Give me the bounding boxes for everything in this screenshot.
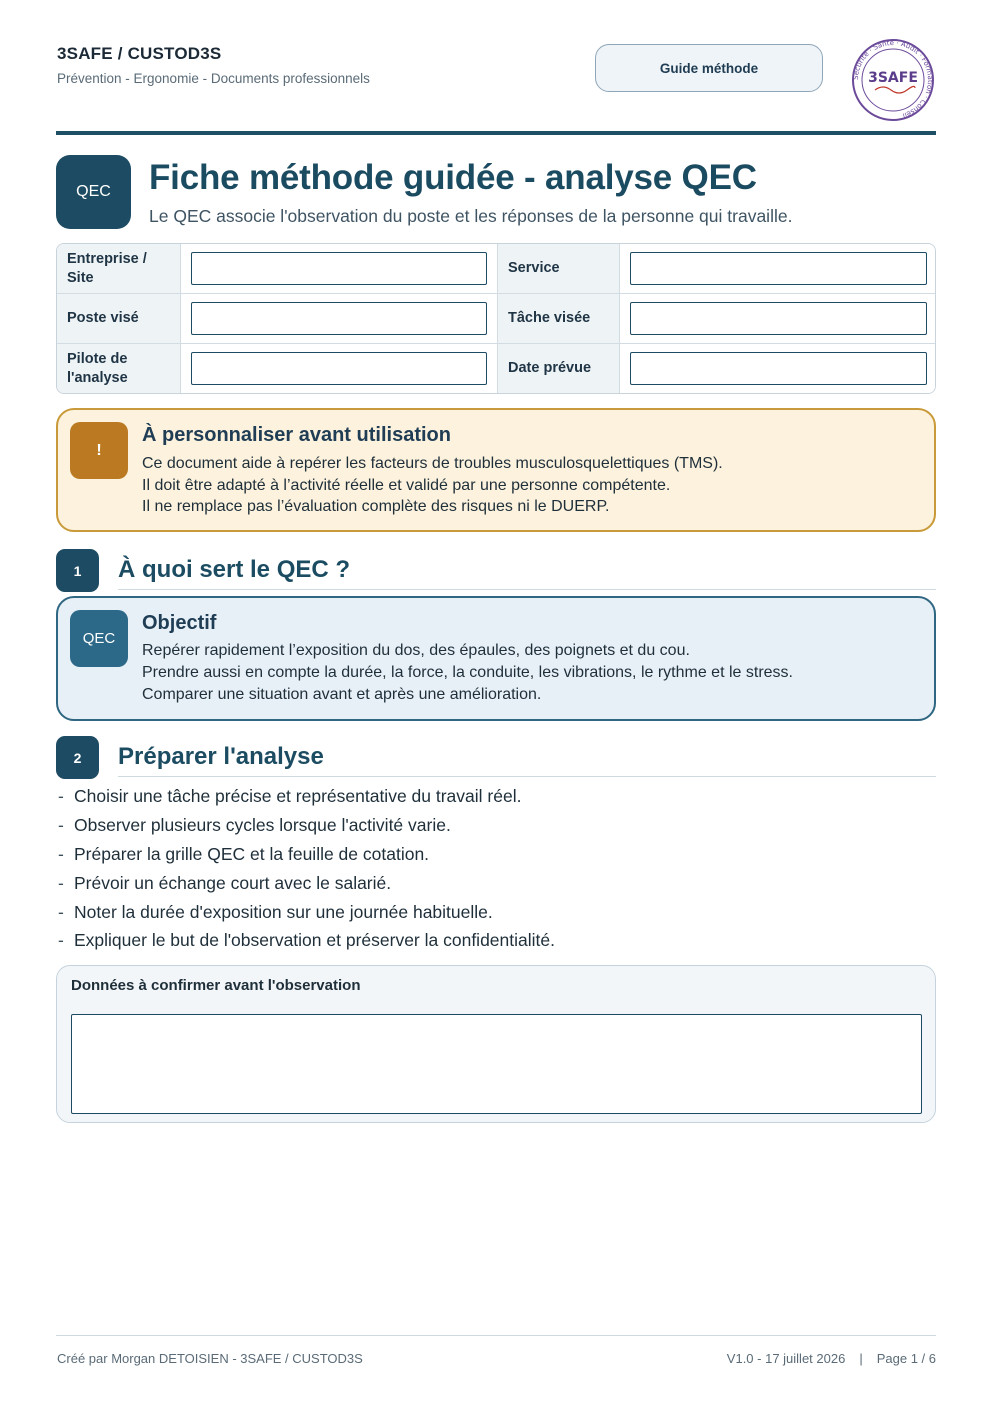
pilot-field-cell	[181, 344, 498, 393]
company-label: Entreprise / Site	[57, 244, 181, 294]
list-item-text: Choisir une tâche précise et représentative du travail réel.	[74, 786, 522, 806]
objective-line: Repérer rapidement l’exposition du dos, des épaules, des poignets et du cou.	[142, 642, 690, 659]
section-1-title: À quoi sert le QEC ?	[118, 556, 351, 583]
company-field-cell	[181, 244, 498, 294]
page-subtitle: Le QEC associe l'observation du poste et les réponses de la personne qui travaille.	[149, 206, 793, 226]
section-2-divider	[118, 776, 936, 777]
post-field[interactable]	[191, 302, 487, 335]
list-item: - Choisir une tâche précise et représentative du travail réel.	[58, 786, 522, 806]
pilot-field[interactable]	[191, 352, 487, 385]
task-field-cell	[620, 294, 936, 344]
objective-line: Prendre aussi en compte la durée, la force, la conduite, les vibrations, le rythme et le stress.	[142, 664, 793, 681]
list-item: - Prévoir un échange court avec le salarié.	[58, 873, 392, 893]
service-field[interactable]	[630, 252, 927, 285]
warning-title: À personnaliser avant utilisation	[142, 424, 451, 446]
section-2-title: Préparer l'analyse	[118, 743, 324, 770]
list-item: - Préparer la grille QEC et la feuille de cotation.	[58, 844, 430, 864]
list-item-text: Prévoir un échange court avec le salarié.	[74, 873, 392, 893]
pilot-label: Pilote de l'analyse	[57, 344, 181, 393]
post-label: Poste visé	[57, 294, 181, 344]
company-field[interactable]	[191, 252, 487, 285]
date-field[interactable]	[630, 352, 927, 385]
data-confirm-title: Données à confirmer avant l'observation	[71, 977, 361, 994]
info-table	[56, 243, 936, 394]
warning-icon: !	[70, 422, 128, 479]
warning-line: Ce document aide à repérer les facteurs de troubles musculosquelettiques (TMS).	[142, 455, 723, 472]
footer-separator: |	[859, 1351, 863, 1366]
list-item: - Noter la durée d'exposition sur une journée habituelle.	[58, 902, 493, 922]
date-label: Date prévue	[498, 344, 620, 393]
objective-title: Objectif	[142, 612, 217, 634]
service-label: Service	[498, 244, 620, 294]
guide-label: Guide méthode	[595, 44, 823, 92]
brand-subtitle: Prévention - Ergonomie - Documents professionnels	[57, 71, 370, 86]
objective-icon: QEC	[70, 610, 128, 667]
section-2-number: 2	[56, 736, 99, 779]
task-label: Tâche visée	[498, 294, 620, 344]
logo-text: 3SAFE	[868, 70, 918, 86]
logo-ring-text: Sécurité · Santé · Audit · Formation · Conseil	[851, 38, 935, 120]
brand-logo	[849, 38, 937, 122]
warning-line: Il ne remplace pas l’évaluation complète des risques ni le DUERP.	[142, 498, 610, 515]
data-confirm-field[interactable]	[71, 1014, 922, 1114]
section-1-divider	[118, 589, 936, 590]
footer-meta	[727, 1351, 936, 1366]
list-item: - Observer plusieurs cycles lorsque l'activité varie.	[58, 815, 451, 835]
post-field-cell	[181, 294, 498, 344]
list-item-text: Observer plusieurs cycles lorsque l'activité varie.	[74, 815, 451, 835]
task-field[interactable]	[630, 302, 927, 335]
section-1-number: 1	[56, 549, 99, 592]
list-item-text: Préparer la grille QEC et la feuille de cotation.	[74, 844, 430, 864]
header-divider	[56, 131, 936, 135]
list-item-text: Noter la durée d'exposition sur une journée habituelle.	[74, 902, 493, 922]
footer-page: Page 1 / 6	[876, 1351, 936, 1366]
date-field-cell	[620, 344, 936, 393]
service-field-cell	[620, 244, 936, 294]
footer-divider	[56, 1335, 936, 1336]
footer-credit: Créé par Morgan DETOISIEN - 3SAFE / CUSTOD3S	[57, 1351, 363, 1366]
list-item-text: Expliquer le but de l'observation et préserver la confidentialité.	[74, 930, 555, 950]
list-item: - Expliquer le but de l'observation et préserver la confidentialité.	[58, 930, 555, 950]
qec-badge: QEC	[56, 155, 131, 229]
footer-version: V1.0 - 17 juillet 2026	[726, 1351, 846, 1366]
warning-line: Il doit être adapté à l’activité réelle et validé par une personne compétente.	[142, 477, 671, 494]
brand-title: 3SAFE / CUSTOD3S	[57, 44, 222, 63]
page-title: Fiche méthode guidée - analyse QEC	[149, 158, 757, 197]
objective-line: Comparer une situation avant et après une amélioration.	[142, 686, 542, 703]
